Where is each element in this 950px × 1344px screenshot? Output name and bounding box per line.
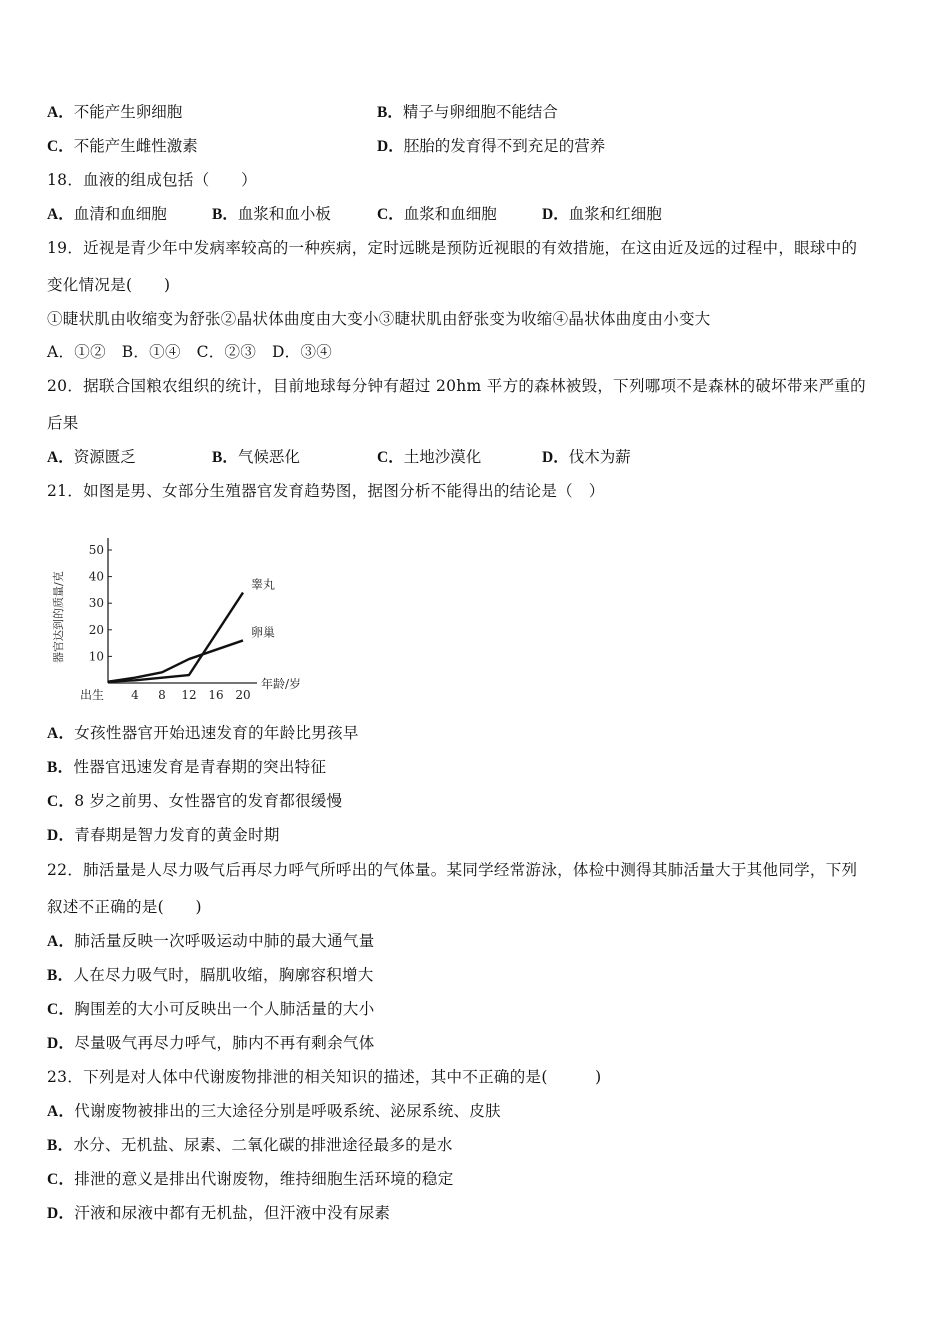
q22-option-c: C．胸围差的大小可反映出一个人肺活量的大小	[47, 1000, 375, 1018]
q23-option-a: A．代谢废物被排出的三大途径分别是呼吸系统、泌尿系统、皮肤	[47, 1102, 501, 1120]
q23-option-d: D．汗液和尿液中都有无机盐，但汗液中没有尿素	[47, 1204, 391, 1222]
x-tick-label: 12	[181, 688, 197, 702]
q23-stem: 23．下列是对人体中代谢废物排泄的相关知识的描述，其中不正确的是( )	[47, 1068, 602, 1086]
q21-option-d: D．青春期是智力发育的黄金时期	[47, 826, 280, 844]
series-label-ovary: 卵巢	[251, 625, 276, 640]
q20-option-a: A．资源匮乏	[47, 448, 136, 466]
q18-option-d: D．血浆和红细胞	[542, 205, 662, 223]
q23-option-c: C．排泄的意义是排出代谢废物，维持细胞生活环境的稳定	[47, 1170, 454, 1188]
series-label-testis: 睾丸	[251, 577, 276, 592]
x-tick-label: 4	[131, 688, 139, 702]
y-tick-label: 30	[88, 596, 104, 611]
q20-stem-line-1: 20．据联合国粮农组织的统计，目前地球每分钟有超过 20hm 平方的森林被毁，下列哪项不是森林的破坏带来严重的	[47, 377, 866, 395]
q19-options: A．①② B．①④ C．②③ D．③④	[47, 343, 333, 361]
q21-option-c: C．8 岁之前男、女性器官的发育都很缓慢	[47, 792, 343, 810]
q21-option-a: A．女孩性器官开始迅速发育的年龄比男孩早	[47, 724, 359, 742]
q18-stem: 18．血液的组成包括（ ）	[47, 171, 257, 189]
q20-option-d: D．伐木为薪	[542, 448, 631, 466]
q18-option-c: C．血浆和血细胞	[377, 205, 497, 223]
q18-option-b: B．血浆和血小板	[212, 205, 331, 223]
q17-option-c: C．不能产生雌性激素	[47, 137, 198, 155]
x-tick-label: 16	[208, 688, 224, 702]
q22-stem-line-2: 叙述不正确的是( )	[47, 898, 202, 916]
x-axis-label: 年龄/岁	[261, 677, 302, 691]
q22-option-a: A．肺活量反映一次呼吸运动中肺的最大通气量	[47, 932, 375, 950]
series-line-testis	[108, 593, 243, 682]
y-tick-label: 50	[88, 543, 104, 557]
q18-option-a: A．血清和血细胞	[47, 205, 167, 223]
x-tick-label: 20	[235, 688, 251, 702]
q23-option-b: B．水分、无机盐、尿素、二氧化碳的排泄途径最多的是水	[47, 1136, 453, 1154]
y-tick-label: 20	[88, 622, 104, 637]
y-axis-label: 器官达到的质量/克	[52, 571, 65, 663]
q21-stem: 21．如图是男、女部分生殖器官发育趋势图，据图分析不能得出的结论是（ ）	[47, 482, 605, 500]
q20-option-b: B．气候恶化	[212, 448, 300, 466]
q21-option-b: B．性器官迅速发育是青春期的突出特征	[47, 758, 327, 776]
q19-stem-line-2: 变化情况是( )	[47, 276, 171, 294]
chart-series	[108, 577, 275, 682]
x-tick-label: 8	[158, 688, 166, 702]
q19-statements: ①睫状肌由收缩变为舒张②晶状体曲度由大变小③睫状肌由舒张变为收缩④晶状体曲度由小变大	[47, 310, 711, 328]
q17-option-d: D．胚胎的发育得不到充足的营养	[377, 137, 606, 155]
q22-option-d: D．尽量吸气再尽力呼气，肺内不再有剩余气体	[47, 1034, 375, 1052]
q20-stem-line-2: 后果	[47, 414, 79, 432]
y-tick-label: 10	[88, 649, 104, 664]
q22-stem-line-1: 22．肺活量是人尽力吸气后再尽力呼气所呼出的气体量。某同学经常游泳，体检中测得其肺活量大于其他同学，下列	[47, 861, 858, 879]
q20-option-c: C．土地沙漠化	[377, 448, 482, 466]
q17-option-b: B．精子与卵细胞不能结合	[377, 103, 558, 121]
q17-option-a: A．不能产生卵细胞	[47, 103, 183, 121]
q19-stem-line-1: 19．近视是青少年中发病率较高的一种疾病，定时远眺是预防近视眼的有效措施，在这由近及远的过程中，眼球中的	[47, 239, 858, 257]
y-tick-label: 40	[88, 569, 104, 584]
q22-option-b: B．人在尽力吸气时，膈肌收缩，胸廓容积增大	[47, 966, 374, 984]
x-tick-label: 出生	[79, 688, 105, 702]
organ-growth-chart	[45, 528, 325, 708]
